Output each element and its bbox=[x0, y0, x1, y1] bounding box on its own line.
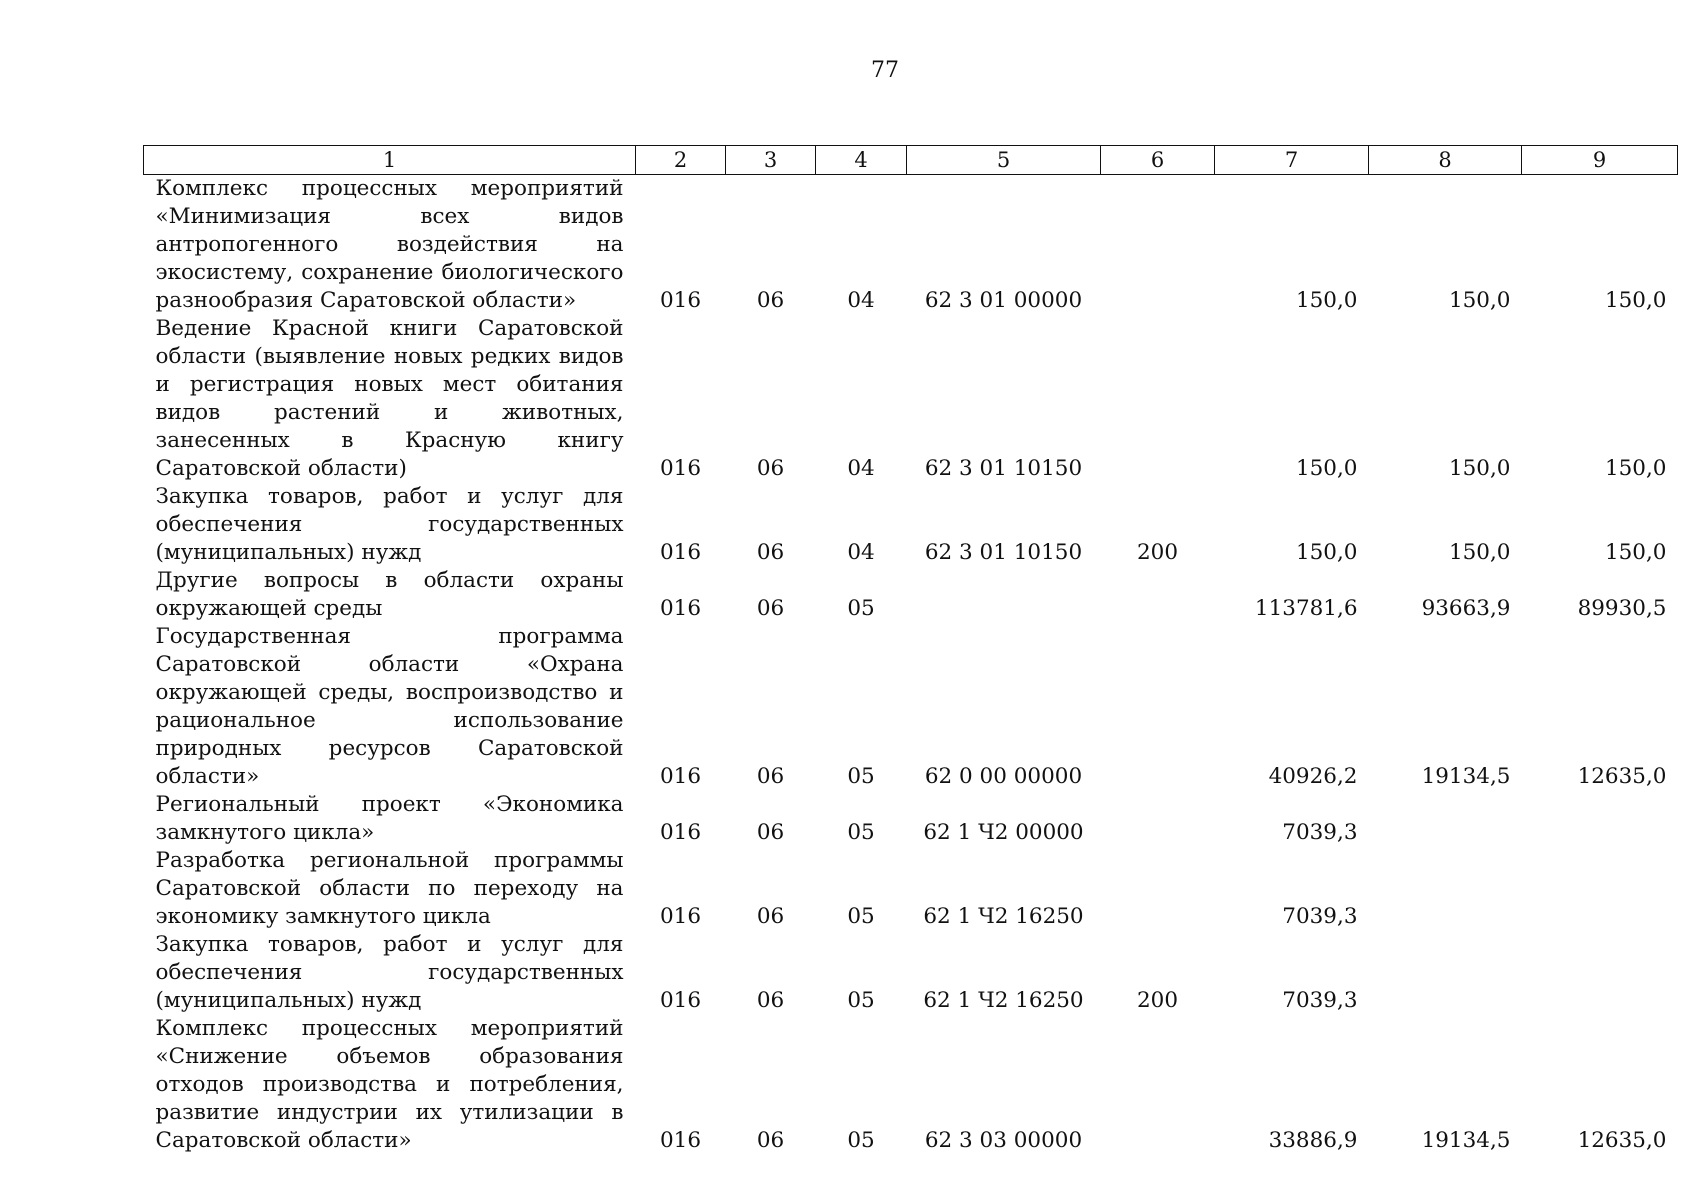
row-ministry-code: 016 bbox=[659, 456, 702, 481]
row-target-article: 62 3 03 00000 bbox=[924, 1128, 1083, 1153]
row-section-code: 06 bbox=[756, 820, 785, 845]
row-amount-col8: 93663,9 bbox=[1421, 596, 1511, 621]
row-description: Ведение Красной книги Саратовской области (выявление новых редких видов и регистрация новых мест обитания видов растений и животных, занесенных в Красную книгу Саратовской области) bbox=[155, 316, 624, 481]
column-header-3: 3 bbox=[726, 146, 816, 175]
row-amount-col9 bbox=[1522, 931, 1678, 1015]
row-subsection-code: 05 bbox=[847, 904, 875, 929]
column-header-8: 8 bbox=[1369, 146, 1522, 175]
row-ministry-code: 016 bbox=[659, 540, 702, 565]
row-expense-type bbox=[1101, 623, 1215, 791]
table-row bbox=[144, 175, 1678, 316]
column-header-2: 2 bbox=[636, 146, 726, 175]
row-amount-col9 bbox=[1522, 847, 1678, 931]
row-amount-col7: 150,0 bbox=[1295, 540, 1358, 565]
row-section-code: 06 bbox=[756, 456, 785, 481]
row-amount-col7: 7039,3 bbox=[1282, 904, 1358, 929]
row-description: Комплекс процессных мероприятий «Минимизация всех видов антропогенного воздействия на экосистему, сохранение биологического разнообразия Саратовской области» bbox=[155, 176, 624, 313]
row-amount-col8: 19134,5 bbox=[1421, 1128, 1511, 1153]
row-section-code: 06 bbox=[756, 904, 785, 929]
table-row bbox=[144, 483, 1678, 567]
row-amount-col8 bbox=[1369, 931, 1522, 1015]
row-ministry-code: 016 bbox=[659, 596, 702, 621]
row-amount-col8: 150,0 bbox=[1448, 288, 1511, 313]
row-expense-type: 200 bbox=[1136, 540, 1179, 565]
row-description: Другие вопросы в области охраны окружающей среды bbox=[155, 568, 624, 621]
row-amount-col7: 150,0 bbox=[1295, 456, 1358, 481]
table-row bbox=[144, 1015, 1678, 1155]
row-amount-col9: 150,0 bbox=[1604, 288, 1667, 313]
row-amount-col8: 150,0 bbox=[1448, 540, 1511, 565]
row-description: Закупка товаров, работ и услуг для обеспечения государственных (муниципальных) нужд bbox=[155, 484, 624, 565]
row-target-article: 62 3 01 10150 bbox=[924, 540, 1083, 565]
row-amount-col8: 150,0 bbox=[1448, 456, 1511, 481]
row-ministry-code: 016 bbox=[659, 988, 702, 1013]
row-ministry-code: 016 bbox=[659, 820, 702, 845]
budget-table bbox=[143, 145, 1678, 1155]
row-target-article bbox=[907, 567, 1101, 623]
row-amount-col8: 19134,5 bbox=[1421, 764, 1511, 789]
table-header-row bbox=[144, 146, 1678, 175]
row-amount-col9: 12635,0 bbox=[1577, 764, 1667, 789]
row-amount-col9 bbox=[1522, 791, 1678, 847]
row-amount-col9: 150,0 bbox=[1604, 456, 1667, 481]
row-expense-type: 200 bbox=[1136, 988, 1179, 1013]
row-amount-col7: 113781,6 bbox=[1254, 596, 1358, 621]
row-subsection-code: 04 bbox=[847, 456, 875, 481]
row-expense-type bbox=[1101, 847, 1215, 931]
row-amount-col7: 40926,2 bbox=[1268, 764, 1358, 789]
row-section-code: 06 bbox=[756, 540, 785, 565]
row-target-article: 62 3 01 10150 bbox=[924, 456, 1083, 481]
row-expense-type bbox=[1101, 791, 1215, 847]
column-header-9: 9 bbox=[1522, 146, 1678, 175]
column-header-1: 1 bbox=[144, 146, 636, 175]
row-description: Комплекс процессных мероприятий «Снижение объемов образования отходов производства и потребления, развитие индустрии их утилизации в Саратовской области» bbox=[155, 1016, 624, 1153]
row-amount-col7: 33886,9 bbox=[1268, 1128, 1358, 1153]
page-number: 77 bbox=[871, 58, 899, 83]
row-section-code: 06 bbox=[756, 596, 785, 621]
row-target-article: 62 3 01 00000 bbox=[924, 288, 1083, 313]
row-ministry-code: 016 bbox=[659, 288, 702, 313]
row-subsection-code: 04 bbox=[847, 540, 875, 565]
table-row bbox=[144, 791, 1678, 847]
row-subsection-code: 04 bbox=[847, 288, 875, 313]
row-expense-type bbox=[1101, 1015, 1215, 1155]
column-header-5: 5 bbox=[907, 146, 1101, 175]
row-ministry-code: 016 bbox=[659, 904, 702, 929]
row-expense-type bbox=[1101, 567, 1215, 623]
table-row bbox=[144, 567, 1678, 623]
table-row bbox=[144, 847, 1678, 931]
row-description: Государственная программа Саратовской области «Охрана окружающей среды, воспроизводство и рациональное использование природных ресурсов Саратовской области» bbox=[155, 624, 624, 789]
row-target-article: 62 0 00 00000 bbox=[924, 764, 1083, 789]
column-header-6: 6 bbox=[1101, 146, 1215, 175]
row-ministry-code: 016 bbox=[659, 1128, 702, 1153]
row-target-article: 62 1 Ч2 16250 bbox=[923, 988, 1084, 1013]
row-amount-col7: 150,0 bbox=[1295, 288, 1358, 313]
row-section-code: 06 bbox=[756, 764, 785, 789]
row-amount-col9: 12635,0 bbox=[1577, 1128, 1667, 1153]
row-description: Региональный проект «Экономика замкнутого цикла» bbox=[155, 792, 624, 845]
row-description: Закупка товаров, работ и услуг для обеспечения государственных (муниципальных) нужд bbox=[155, 932, 624, 1013]
row-amount-col9: 150,0 bbox=[1604, 540, 1667, 565]
row-amount-col7: 7039,3 bbox=[1282, 988, 1358, 1013]
row-subsection-code: 05 bbox=[847, 1128, 875, 1153]
row-description: Разработка региональной программы Саратовской области по переходу на экономику замкнутого цикла bbox=[155, 848, 624, 929]
table-row bbox=[144, 315, 1678, 483]
row-target-article: 62 1 Ч2 16250 bbox=[923, 904, 1084, 929]
row-expense-type bbox=[1101, 175, 1215, 316]
row-subsection-code: 05 bbox=[847, 596, 875, 621]
row-amount-col9: 89930,5 bbox=[1577, 596, 1667, 621]
row-subsection-code: 05 bbox=[847, 820, 875, 845]
column-header-4: 4 bbox=[816, 146, 907, 175]
row-section-code: 06 bbox=[756, 1128, 785, 1153]
row-expense-type bbox=[1101, 315, 1215, 483]
row-target-article: 62 1 Ч2 00000 bbox=[923, 820, 1084, 845]
row-amount-col8 bbox=[1369, 791, 1522, 847]
row-section-code: 06 bbox=[756, 988, 785, 1013]
row-ministry-code: 016 bbox=[659, 764, 702, 789]
table-row bbox=[144, 623, 1678, 791]
row-section-code: 06 bbox=[756, 288, 785, 313]
table-row bbox=[144, 931, 1678, 1015]
row-amount-col7: 7039,3 bbox=[1282, 820, 1358, 845]
row-subsection-code: 05 bbox=[847, 764, 875, 789]
row-amount-col8 bbox=[1369, 847, 1522, 931]
column-header-7: 7 bbox=[1215, 146, 1369, 175]
row-subsection-code: 05 bbox=[847, 988, 875, 1013]
